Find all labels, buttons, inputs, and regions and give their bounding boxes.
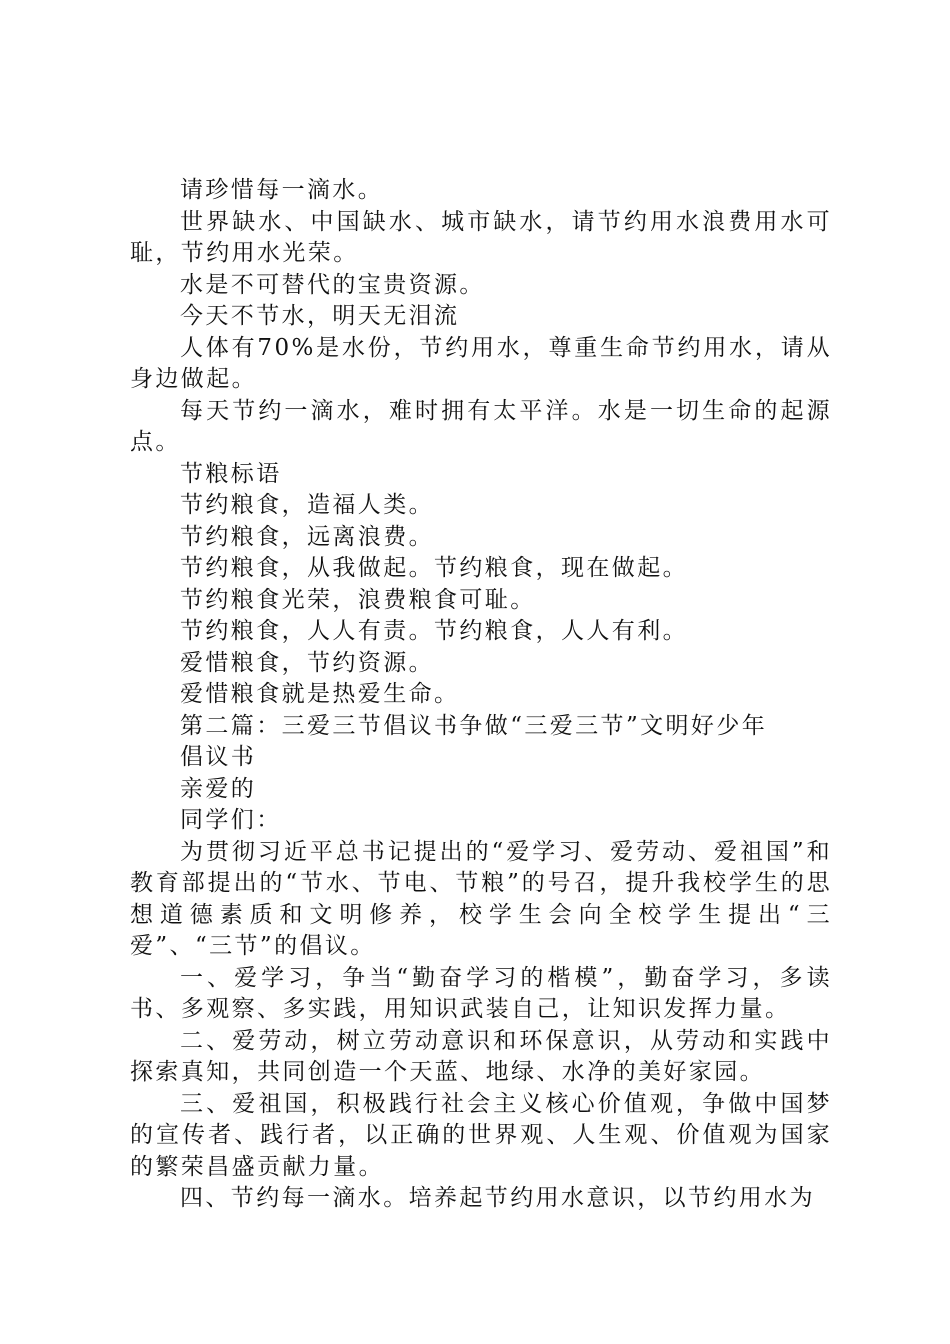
paragraph-grain-6: 爱惜粮食，节约资源。 bbox=[180, 649, 434, 676]
paragraph-water-body: 人体有70%是水份，节约用水，尊重生命节约用水，请从身边做起。 bbox=[130, 334, 832, 392]
paragraph-proposal-intro: 为贯彻习近平总书记提出的“爱学习、爱劳动、爱祖国”和教育部提出的“节水、节电、节粮”的号召，提升我校学生的思想道德素质和文明修养，校学生会向全校学生提出“三爱”、“三节”的倡议。 bbox=[130, 838, 832, 959]
paragraph-grain-1: 节约粮食，造福人类。 bbox=[180, 492, 434, 518]
salutation-line-1: 亲爱的 bbox=[180, 775, 257, 802]
paragraph-grain-2: 节约粮食，远离浪费。 bbox=[180, 523, 434, 550]
paragraph-water-shortage: 世界缺水、中国缺水、城市缺水，请节约用水浪费用水可耻，节约用水光荣。 bbox=[130, 208, 832, 266]
document-body bbox=[130, 175, 832, 1215]
paragraph-water-daily: 每天节约一滴水，难时拥有太平洋。水是一切生命的起源点。 bbox=[130, 397, 832, 455]
paragraph-grain-5: 节约粮食，人人有责。节约粮食，人人有利。 bbox=[180, 618, 688, 644]
paragraph-proposal-item-4: 四、节约每一滴水。培养起节约用水意识，以节约用水为 bbox=[180, 1185, 815, 1211]
paragraph-grain-3: 节约粮食，从我做起。节约粮食，现在做起。 bbox=[180, 555, 688, 581]
paragraph-water-resource: 水是不可替代的宝贵资源。 bbox=[180, 271, 485, 298]
paragraph-water-cherish: 请珍惜每一滴水。 bbox=[180, 177, 384, 203]
paragraph-proposal-item-1: 一、爱学习，争当“勤奋学习的楷模”，勤奋学习，多读书、多观察、多实践，用知识武装自己，让知识发挥力量。 bbox=[130, 964, 832, 1022]
salutation-line-2: 同学们： bbox=[180, 807, 282, 833]
proposal-title: 倡议书 bbox=[180, 744, 257, 770]
paragraph-grain-7: 爱惜粮食就是热爱生命。 bbox=[180, 681, 460, 707]
paragraph-grain-4: 节约粮食光荣，浪费粮食可耻。 bbox=[180, 586, 536, 613]
paragraph-proposal-item-2: 二、爱劳动，树立劳动意识和环保意识，从劳动和实践中探索真知，共同创造一个天蓝、地绿、水净的美好家园。 bbox=[130, 1027, 832, 1085]
paragraph-proposal-item-3: 三、爱祖国，积极践行社会主义核心价值观，争做中国梦的宣传者、践行者，以正确的世界观、人生观、价值观为国家的繁荣昌盛贡献力量。 bbox=[130, 1090, 832, 1180]
paragraph-water-today: 今天不节水，明天无泪流 bbox=[180, 303, 460, 329]
section-heading-grain-slogans: 节粮标语 bbox=[180, 460, 282, 487]
section-heading-part-two: 第二篇：三爱三节倡议书争做“三爱三节”文明好少年 bbox=[180, 712, 768, 739]
